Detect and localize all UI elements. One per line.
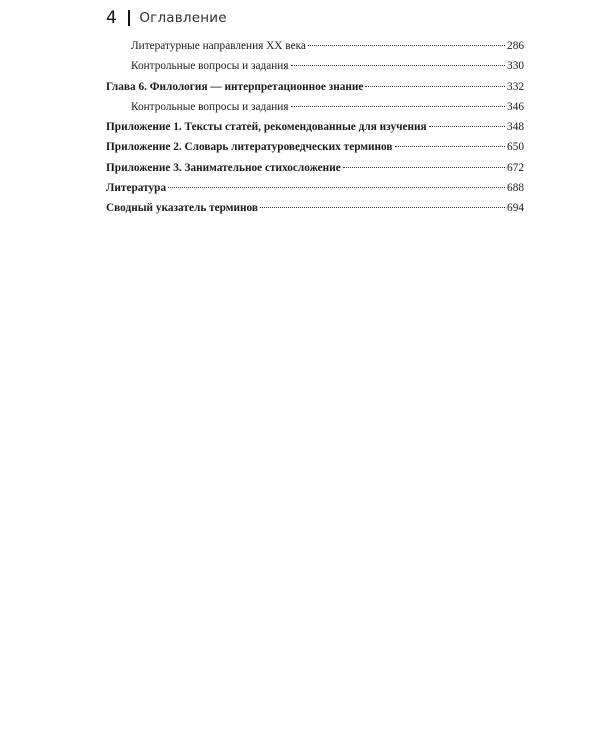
toc-entry-page: 332: [507, 80, 524, 93]
toc-entry-title: Приложение 3. Занимательное стихосложение: [106, 161, 341, 174]
toc-entry[interactable]: [106, 198, 524, 218]
toc-entry-title: Контрольные вопросы и задания: [131, 100, 289, 113]
table-of-contents: [106, 36, 524, 219]
dot-leader: [429, 126, 505, 127]
toc-entry-page: 348: [507, 121, 524, 134]
toc-entry[interactable]: [106, 137, 524, 157]
dot-leader: [260, 207, 505, 208]
running-head: [106, 8, 227, 28]
toc-entry[interactable]: [106, 36, 524, 56]
toc-entry-page: 330: [507, 60, 524, 73]
dot-leader: [343, 167, 505, 168]
toc-entry-page: 672: [507, 161, 524, 174]
toc-entry[interactable]: [106, 178, 524, 198]
toc-entry-title: Литературные направления XX века: [131, 40, 306, 52]
dot-leader: [365, 86, 505, 87]
dot-leader: [168, 187, 505, 188]
toc-entry-title: Приложение 2. Словарь литературоведческих терминов: [106, 141, 393, 154]
toc-entry-page: 688: [507, 182, 524, 195]
dot-leader: [291, 106, 506, 107]
toc-entry[interactable]: [106, 97, 524, 117]
toc-entry-title: Глава 6. Филология — интерпретационное знание: [106, 80, 364, 93]
section-title: Оглавление: [139, 10, 227, 26]
header-divider: [128, 10, 131, 26]
toc-entry[interactable]: [106, 158, 524, 178]
toc-entry[interactable]: [106, 117, 524, 137]
toc-entry-page: 286: [507, 40, 524, 52]
toc-entry-title: Литература: [106, 182, 167, 195]
toc-entry-page: 694: [507, 202, 524, 215]
toc-entry-title: Приложение 1. Тексты статей, рекомендованные для изучения: [106, 121, 427, 134]
toc-entry[interactable]: [106, 77, 524, 97]
dot-leader: [291, 65, 506, 66]
toc-entry-title: Контрольные вопросы и задания: [131, 60, 289, 73]
dot-leader: [308, 45, 505, 46]
toc-entry-title: Сводный указатель терминов: [106, 202, 258, 215]
toc-entry-page: 650: [507, 141, 524, 154]
page-number: 4: [106, 8, 117, 28]
toc-entry-page: 346: [507, 100, 524, 113]
dot-leader: [395, 146, 506, 147]
toc-entry[interactable]: [106, 56, 524, 76]
